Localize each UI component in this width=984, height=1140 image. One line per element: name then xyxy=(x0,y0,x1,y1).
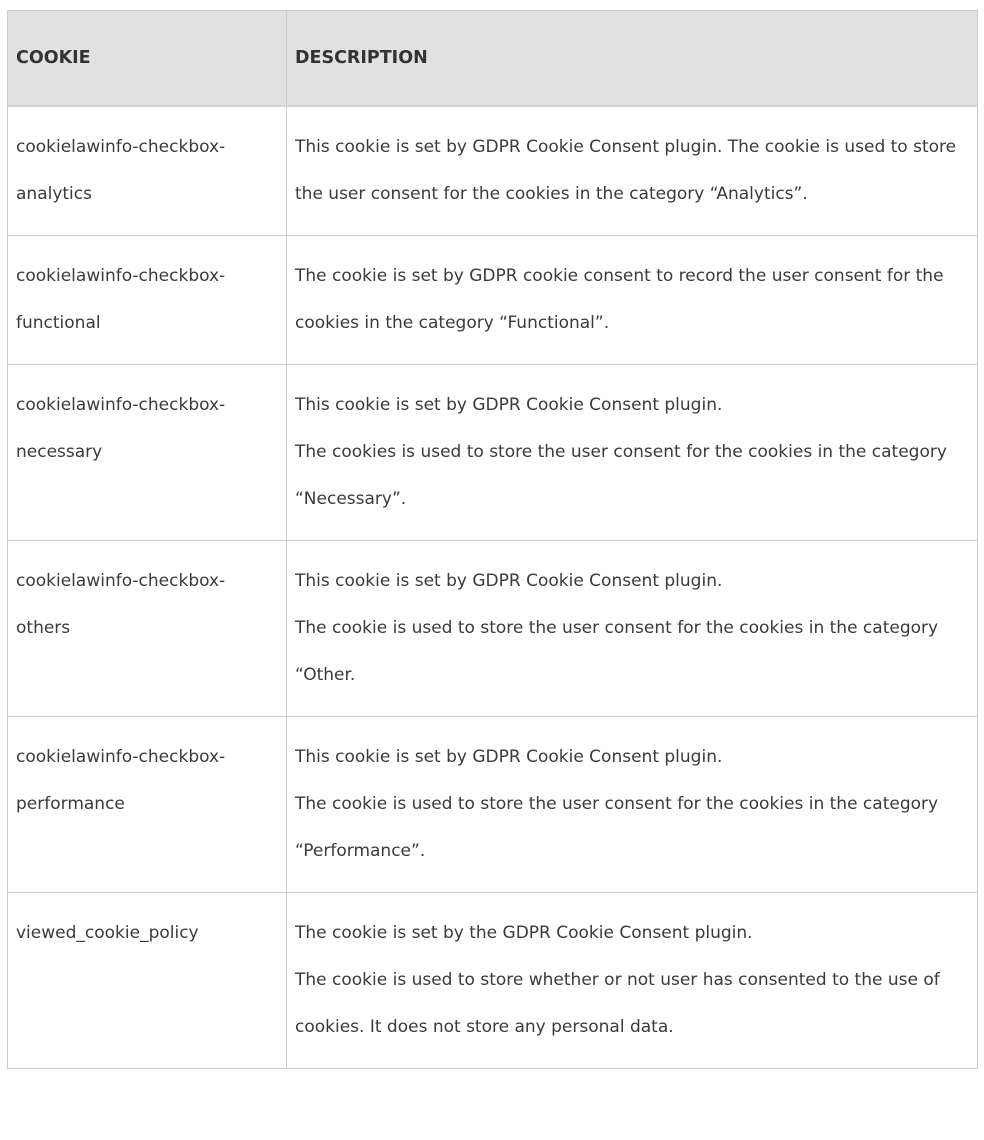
table-row xyxy=(8,893,978,1069)
cookie-name-line: cookielawinfo-checkbox- xyxy=(16,395,226,415)
cookie-description-text: This cookie is set by GDPR Cookie Consent plugin. xyxy=(295,747,723,767)
cookie-name-line: performance xyxy=(16,794,125,814)
cookie-name-line: necessary xyxy=(16,442,103,462)
cookie-description-cell xyxy=(287,106,978,236)
table-body xyxy=(8,106,978,1069)
cookie-name-cell xyxy=(8,893,287,1069)
column-header-cookie: COOKIE xyxy=(8,11,287,107)
header-row xyxy=(8,11,978,107)
cookie-name-line: functional xyxy=(16,313,101,333)
table-header xyxy=(8,11,978,107)
cookie-description-cell xyxy=(287,541,978,717)
cookie-name-cell xyxy=(8,365,287,541)
cookie-name-line: cookielawinfo-checkbox- xyxy=(16,266,226,286)
table-row xyxy=(8,717,978,893)
cookie-description-cell xyxy=(287,365,978,541)
cookie-description-cell xyxy=(287,893,978,1069)
cookie-table xyxy=(7,10,978,1069)
cookie-description-text: The cookie is set by GDPR cookie consent to record the user consent for the cookies in the category “Functional”. xyxy=(295,266,944,333)
cookie-description-text: This cookie is set by GDPR Cookie Consent plugin. The cookie is used to store the user consent for the cookies in the category “Analytics”. xyxy=(295,137,957,204)
cookie-name-cell xyxy=(8,236,287,365)
cookie-name-line: viewed_cookie_policy xyxy=(16,923,199,943)
cookie-description-cell xyxy=(287,236,978,365)
cookie-description-text: The cookies is used to store the user consent for the cookies in the category “Necessary”. xyxy=(295,442,947,509)
cookie-description-cell xyxy=(287,717,978,893)
cookie-description-text: This cookie is set by GDPR Cookie Consent plugin. xyxy=(295,395,723,415)
cookie-name-line: cookielawinfo-checkbox- xyxy=(16,747,226,767)
column-header-description: DESCRIPTION xyxy=(287,11,978,107)
cookie-name-cell xyxy=(8,106,287,236)
cookie-name-cell xyxy=(8,717,287,893)
cookie-name-line: others xyxy=(16,618,71,638)
cookie-description-text: The cookie is used to store the user consent for the cookies in the category “Other. xyxy=(295,618,939,685)
cookie-description-text: The cookie is used to store the user consent for the cookies in the category “Performance”. xyxy=(295,794,939,861)
cookie-name-line: analytics xyxy=(16,184,92,204)
cookie-name-line: cookielawinfo-checkbox- xyxy=(16,571,226,591)
cookie-name-line: cookielawinfo-checkbox- xyxy=(16,137,226,157)
table-row xyxy=(8,236,978,365)
table-row xyxy=(8,365,978,541)
cookie-description-text: This cookie is set by GDPR Cookie Consent plugin. xyxy=(295,571,723,591)
cookie-name-cell xyxy=(8,541,287,717)
cookie-description-text: The cookie is set by the GDPR Cookie Consent plugin. xyxy=(295,923,753,943)
table-row xyxy=(8,541,978,717)
cookie-description-text: The cookie is used to store whether or not user has consented to the use of cookies. It does not store any personal data. xyxy=(295,970,940,1037)
table-row xyxy=(8,106,978,236)
